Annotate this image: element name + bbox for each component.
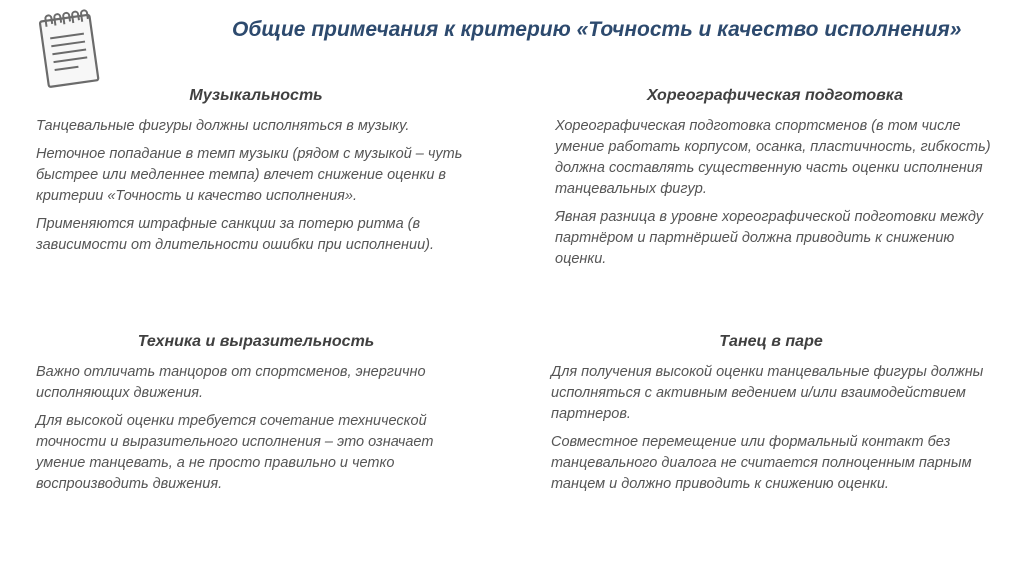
page-title: Общие примечания к критерию «Точность и качество исполнения»	[232, 18, 962, 41]
section-paragraph: Для получения высокой оценки танцевальные фигуры должны исполняться с активным ведением и/или взаимодействием партнеров.	[551, 364, 984, 422]
section-paragraph: Для высокой оценки требуется сочетание технической точности и выразительного исполнения – это означает умение танцевать, а не просто правильно и четко воспроизводить движения.	[36, 413, 434, 492]
section-paragraph: Важно отличать танцоров от спортсменов, энергично исполняющих движения.	[36, 364, 426, 401]
section-partnering	[551, 332, 991, 502]
section-paragraph: Неточное попадание в темп музыки (рядом с музыкой – чуть быстрее или медленнее темпа) влечет снижение оценки в критерии «Точность и качество исполнения».	[36, 146, 463, 204]
section-paragraph: Хореографическая подготовка спортсменов (в том числе умение работать корпусом, осанка, пластичность, гибкость) должна составлять существенную часть оценки исполнения танцевальных фигур.	[555, 118, 991, 197]
section-paragraph: Применяются штрафные санкции за потерю ритма (в зависимости от длительности ошибки при исполнении).	[36, 216, 434, 253]
section-heading: Танец в паре	[719, 333, 823, 350]
section-heading: Музыкальность	[189, 87, 323, 104]
section-musicality	[36, 86, 476, 263]
section-paragraph: Совместное перемещение или формальный контакт без танцевального диалога не считается полноценным парным танцем и должно приводить к снижению оценки.	[551, 434, 972, 492]
section-heading: Техника и выразительность	[137, 333, 375, 350]
section-technique	[36, 332, 476, 502]
section-paragraph: Явная разница в уровне хореографической подготовки между партнёром и партнёршей должна приводить к снижению оценки.	[555, 209, 984, 267]
section-heading: Хореографическая подготовка	[646, 87, 903, 104]
section-paragraph: Танцевальные фигуры должны исполняться в музыку.	[36, 118, 410, 134]
notepad-icon	[30, 8, 106, 92]
section-choreography	[555, 86, 995, 277]
